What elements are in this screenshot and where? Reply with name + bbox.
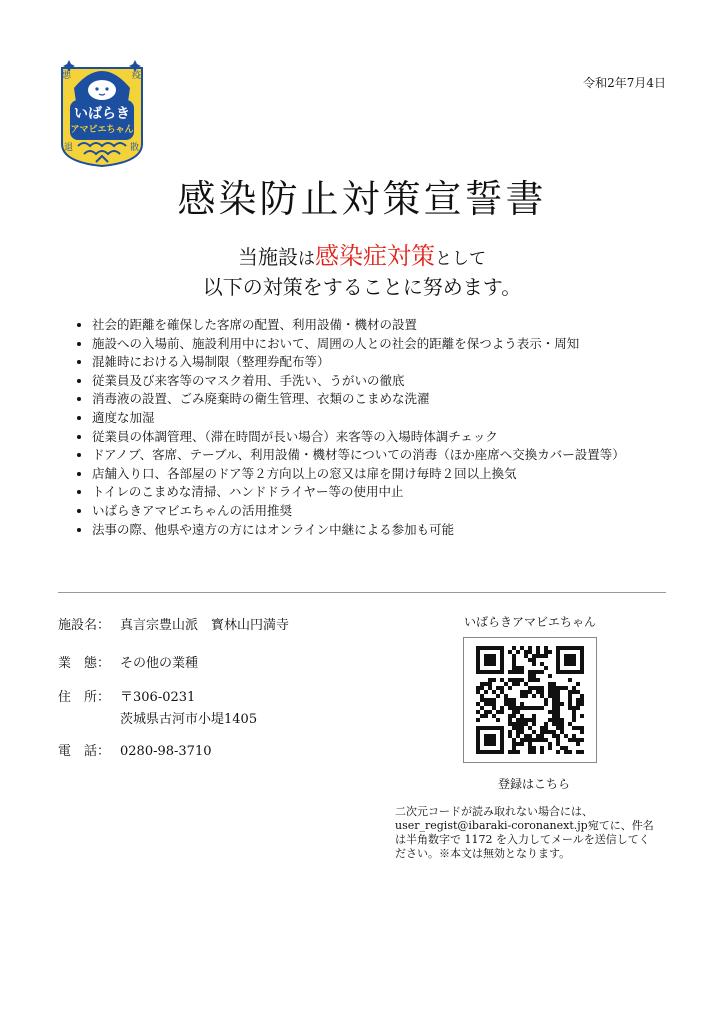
logo-corner-char: 退 [64, 143, 74, 153]
measure-item: • 消毒液の設置、ごみ廃棄時の衛生管理、衣類のこまめな洗濯 [92, 390, 672, 409]
facility-address-label: 住 所： [58, 690, 111, 705]
logo-name-line1: いばらき [74, 106, 130, 122]
logo-name-line2: アマビエちゃん [70, 125, 134, 135]
facility-address: 茨城県古河市小堤1405 [120, 712, 258, 727]
register-link[interactable]: 登録はこちら [498, 777, 571, 791]
measure-item: • 施設への入場前、施設利用中において、周囲の人との社会的距離を保つよう表示・周知 [92, 335, 672, 354]
measure-item: • 適度な加湿 [92, 409, 672, 428]
pledge-prefix: 当施設 [238, 245, 298, 269]
qr-code[interactable] [476, 646, 584, 754]
facility-name-row [58, 614, 289, 633]
pledge-line-1 [0, 242, 724, 273]
facility-phone-label: 電 話： [58, 744, 111, 759]
measure-item: • 社会的距離を確保した客席の配置、利用設備・機材の設置 [92, 316, 672, 335]
measure-item: • いばらきアマビエちゃんの活用推奨 [92, 502, 672, 521]
facility-type-label: 業 態： [58, 656, 111, 671]
logo-corner-char: 悪 [62, 71, 72, 81]
qr-caption: いばらきアマビエちゃん [464, 615, 597, 629]
facility-phone-row [58, 740, 212, 759]
pledge-statement [0, 242, 724, 301]
logo-corner-char: 疫 [132, 71, 142, 81]
measure-item: • 法事の際、他県や遠方の方にはオンライン中継による参加も可能 [92, 521, 672, 540]
measure-item: • 混雑時における入場制限（整理券配布等） [92, 353, 672, 372]
measures-list [74, 316, 672, 539]
facility-type-row [58, 652, 198, 671]
logo-corner-char: 散 [130, 143, 140, 153]
measure-item: • ドアノブ、客席、テーブル、利用設備・機材等についての消毒（ほか座席へ交換カバー設置等） [92, 446, 672, 465]
qr-fallback-note: 二次元コードが読み取れない場合には、user_regist@ibaraki-coronanext.jp宛てに、件名は半角数字で 1172 を入力してメールを送信してください。※本文は無効となります。 [395, 805, 654, 860]
pledge-highlight: 感染症対策 [315, 242, 435, 270]
measure-item: • 店舗入り口、各部屋のドア等２方向以上の窓又は扉を開け毎時２回以上換気 [92, 465, 672, 484]
facility-phone: 0280-98-3710 [120, 744, 212, 759]
page-title: 感染防止対策宣誓書 [177, 177, 547, 221]
document-date: 令和2年7月4日 [583, 76, 666, 90]
facility-postal: 〒306-0231 [120, 690, 196, 705]
pledge-suffix: として [435, 249, 486, 269]
facility-name: 真言宗豊山派 寳林山円満寺 [120, 618, 290, 633]
qr-code-frame[interactable] [463, 637, 597, 763]
section-divider [58, 592, 666, 593]
amabie-logo [56, 52, 148, 170]
measure-item: • 従業員及び来客等のマスク着用、手洗い、うがいの徹底 [92, 372, 672, 391]
measure-item: • トイレのこまめな清掃、ハンドドライヤー等の使用中止 [92, 483, 672, 502]
facility-type: その他の業種 [120, 656, 199, 671]
facility-address-row [58, 686, 195, 705]
facility-name-label: 施設名： [58, 618, 111, 633]
pledge-particle: は [298, 249, 315, 269]
measure-item: • 従業員の体調管理、（滞在時間が長い場合）来客等の入場時体調チェック [92, 428, 672, 447]
pledge-line-2: 以下の対策をすることに努めます。 [202, 275, 522, 299]
